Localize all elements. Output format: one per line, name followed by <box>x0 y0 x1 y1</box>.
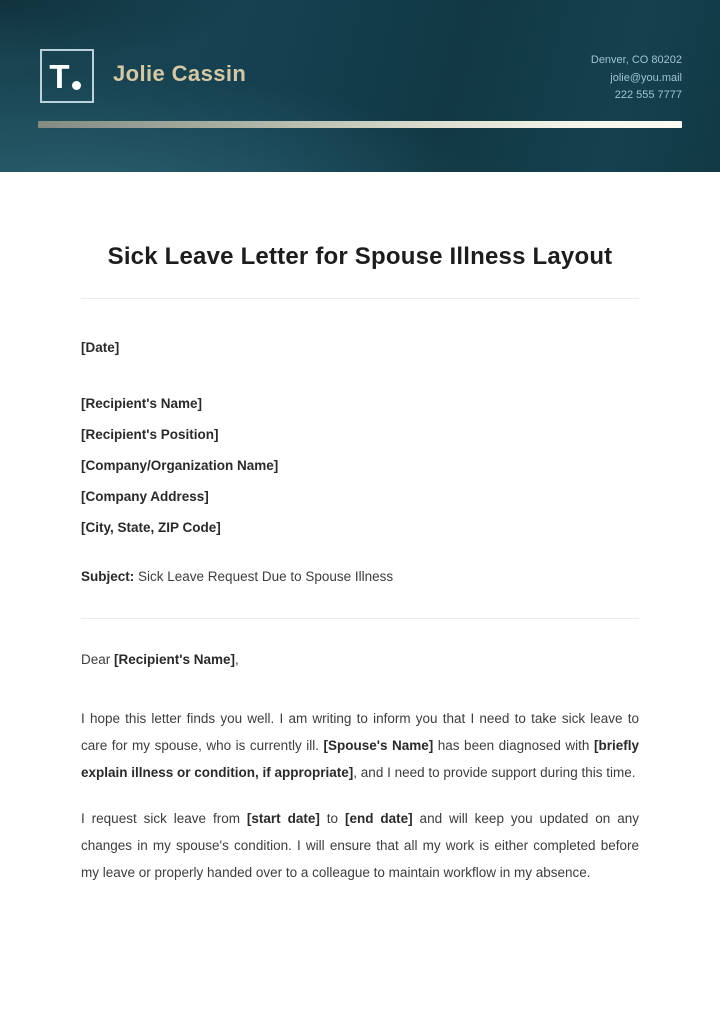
subject-text: Sick Leave Request Due to Spouse Illness <box>134 569 394 584</box>
recipient-position-line: [Recipient's Position] <box>81 427 219 442</box>
subject-divider <box>81 618 639 619</box>
title-divider <box>81 298 639 299</box>
subject-line <box>81 568 639 586</box>
logo-letter-t: T <box>49 57 70 95</box>
page-title: Sick Leave Letter for Spouse Illness Layout <box>107 243 613 270</box>
recipient-name-line: [Recipient's Name] <box>81 396 202 411</box>
body-paragraph-1: I hope this letter finds you well. I am writing to inform you that I need to take sick leave to care for my spouse, who is currently ill. [Spouse's Name] has been diagnosed with [briefly explain illness or condition, if appropriate], and I need to provide support during this time. <box>81 711 639 780</box>
contact-block <box>591 52 682 105</box>
contact-email: jolie@you.mail <box>610 71 682 84</box>
recipient-block <box>81 395 639 537</box>
subject-label: Subject: <box>81 569 135 584</box>
letterhead <box>0 0 720 172</box>
company-address-line: [Company Address] <box>81 489 209 504</box>
company-name-line: [Company/Organization Name] <box>81 458 279 473</box>
date-placeholder: [Date] <box>81 340 120 355</box>
body-paragraph-2: I request sick leave from [start date] to [end date] and will keep you updated on any changes in my spouse's condition. I will ensure that all my work is either completed before my leave or properly handed over to a colleague to maintain workflow in my absence. <box>81 811 639 880</box>
brand-logo <box>40 49 94 103</box>
sender-name: Jolie Cassin <box>113 61 247 86</box>
city-state-zip-line: [City, State, ZIP Code] <box>81 520 221 535</box>
letter-body <box>0 242 720 886</box>
contact-location: Denver, CO 80202 <box>590 54 682 66</box>
letterhead-divider-bar <box>38 121 682 128</box>
contact-phone: 222 555 7777 <box>614 89 682 101</box>
salutation: Dear [Recipient's Name], <box>81 652 239 667</box>
logo-dot-icon <box>72 81 81 90</box>
